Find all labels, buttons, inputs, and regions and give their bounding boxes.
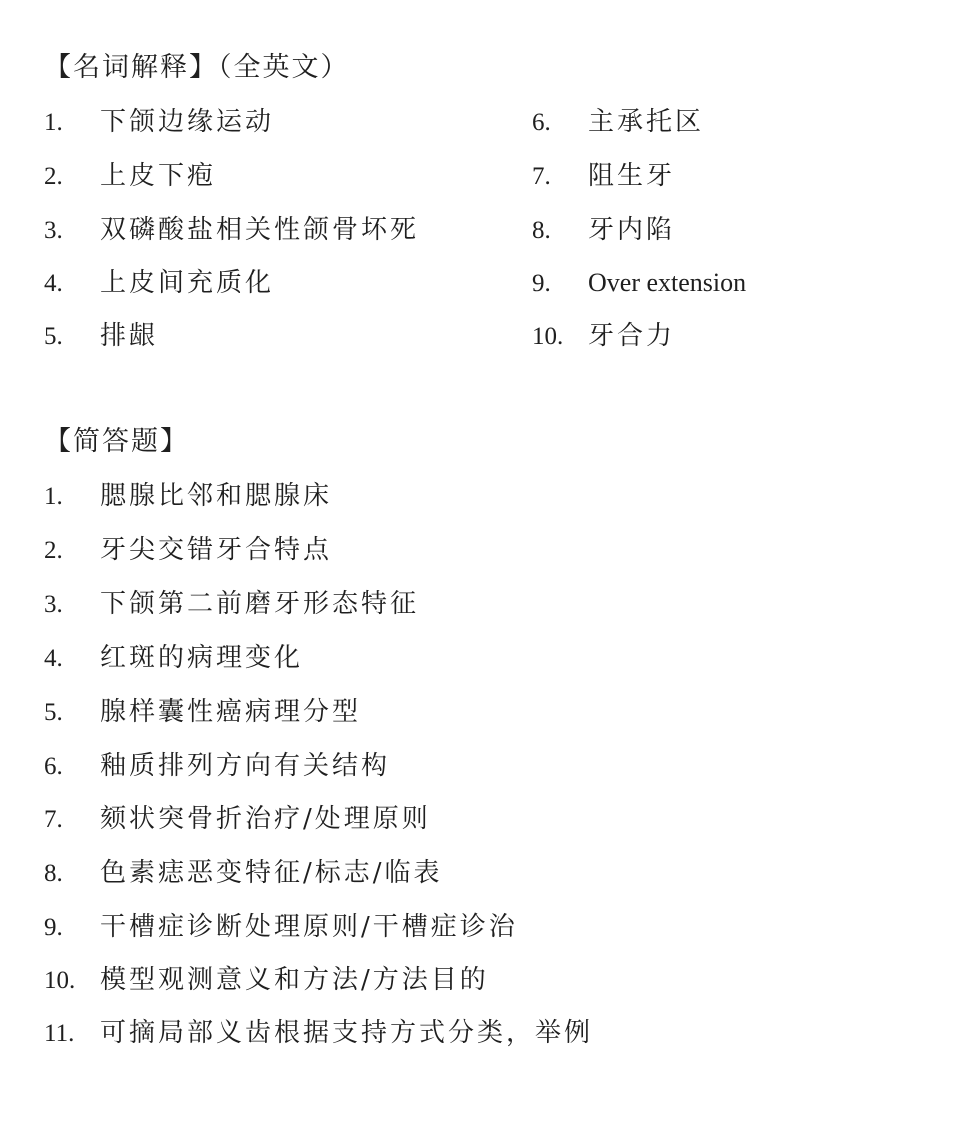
question-text: 下颌第二前磨牙形态特征 [100,589,420,619]
question-text: 釉质排列方向有关结构 [100,751,391,781]
question-number: 4. [44,645,63,672]
question-item [44,478,332,514]
question-item [44,962,489,998]
definition-term: 牙内陷 [588,215,676,245]
question-text: 可摘局部义齿根据支持方式分类，举例 [100,1018,594,1048]
question-number: 1. [44,483,63,510]
definition-number: 4. [44,270,63,297]
definition-item [44,158,216,194]
question-text: 模型观测意义和方法/方法目的 [100,965,489,995]
definition-number: 7. [532,163,551,190]
definition-item [532,158,675,194]
definition-item [44,212,419,248]
question-text: 颏状突骨折治疗/处理原则 [100,804,431,834]
definition-number: 5. [44,323,63,350]
definition-item [532,265,746,301]
question-item [44,532,332,568]
question-number: 10. [44,967,76,994]
definition-term: 双磷酸盐相关性颌骨坏死 [100,215,420,245]
question-text: 色素痣恶变特征/标志/临表 [100,858,443,888]
question-item [44,586,419,622]
definition-number: 8. [532,217,551,244]
definition-term: 排龈 [100,321,159,351]
definition-number: 9. [532,270,551,297]
question-number: 6. [44,753,63,780]
question-text: 牙尖交错牙合特点 [100,535,333,565]
definition-number: 6. [532,109,551,136]
question-item [44,640,303,676]
question-text: 红斑的病理变化 [100,643,304,673]
question-number: 2. [44,537,63,564]
definition-term: 上皮间充质化 [100,268,275,298]
question-item [44,855,443,891]
question-item [44,748,390,784]
question-text: 腮腺比邻和腮腺床 [100,481,333,511]
question-number: 9. [44,914,63,941]
definition-item [532,104,704,140]
question-number: 5. [44,699,63,726]
question-text: 腺样囊性癌病理分型 [100,697,362,727]
definition-term: 阻生牙 [588,161,676,191]
definition-term: 上皮下疱 [100,161,217,191]
definition-item [44,104,274,140]
definition-number: 3. [44,217,63,244]
definition-item [532,212,675,248]
definition-term: 主承托区 [588,107,705,137]
question-number: 8. [44,860,63,887]
question-item [44,801,431,837]
definition-term: Over extension [588,268,747,297]
definition-number: 2. [44,163,63,190]
definitions-section-title: 【名词解释】（全英文） [44,52,350,83]
short-answer-section-title: 【简答题】 [44,426,189,457]
question-number: 11. [44,1020,75,1047]
question-item [44,1015,593,1051]
question-text: 干槽症诊断处理原则/干槽症诊治 [100,912,518,942]
question-item [44,694,361,730]
definition-item [532,318,675,354]
question-number: 7. [44,806,63,833]
definition-term: 牙合力 [588,321,676,351]
definition-number: 1. [44,109,63,136]
definition-term: 下颌边缘运动 [100,107,275,137]
question-number: 3. [44,591,63,618]
definition-number: 10. [532,323,564,350]
definition-item [44,318,158,354]
definition-item [44,265,274,301]
question-item [44,909,518,945]
